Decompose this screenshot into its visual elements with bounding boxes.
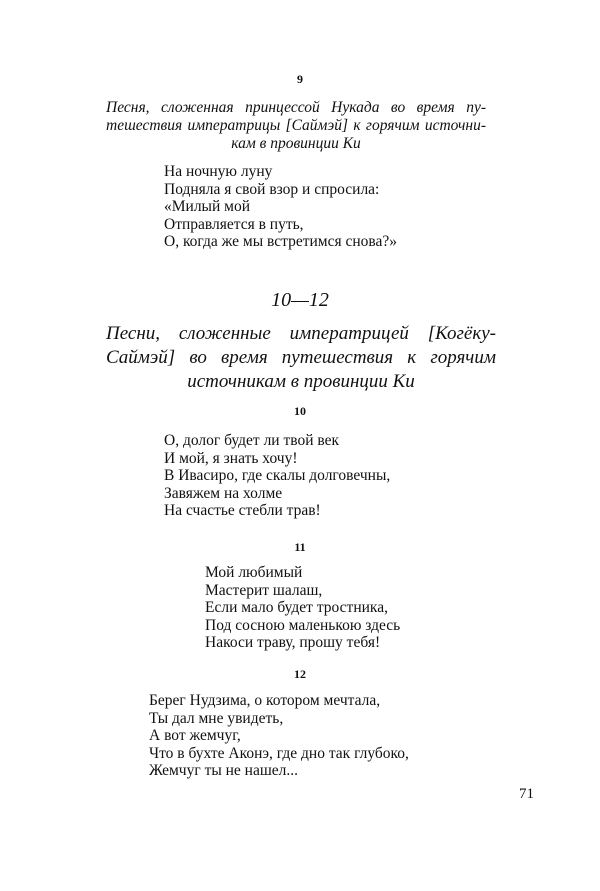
- poem-line: Завяжем на холме: [164, 484, 283, 502]
- poem-line: На ночную луну: [164, 163, 273, 180]
- poem-line: О, долог будет ли твой век: [164, 432, 340, 449]
- poem-line: Мой любимый: [205, 564, 303, 581]
- poem-line: В Ивасиро, где скалы долговечны,: [164, 467, 391, 485]
- poem-9: [164, 163, 397, 251]
- caption-line: Песни, сложенные императрицей [Когёку-: [106, 323, 496, 344]
- poem-line: Что в бухте Аконэ, где дно так глубоко,: [149, 744, 409, 762]
- poem-line: Мастерит шалаш,: [205, 581, 323, 599]
- poem-line: Берег Нудзима, о котором мечтала,: [149, 692, 381, 709]
- poem-number-10: 10: [294, 404, 306, 418]
- poem-line: Если мало будет тростника,: [205, 599, 388, 617]
- caption-line: тешествия императрицы [Саймэй] к горячим источни-: [106, 117, 486, 134]
- poem-10: [164, 432, 390, 520]
- caption-poems-10-12: [106, 322, 496, 394]
- caption-poem-9: [106, 99, 486, 153]
- poem-line: На счастье стебли трав!: [164, 502, 321, 520]
- caption-line: кам в провинции Ки: [231, 135, 361, 152]
- poem-line: А вот жемчуг,: [149, 727, 241, 745]
- poem-number-12: 12: [294, 667, 306, 681]
- poem-number-11: 11: [294, 540, 306, 554]
- poem-number-9: 9: [297, 72, 303, 86]
- caption-line: источникам в провинции Ки: [187, 371, 415, 392]
- poem-line: О, когда же мы встретимся снова?»: [164, 233, 398, 251]
- poem-line: Под сосною маленькою здесь: [205, 616, 401, 634]
- poem-line: И мой, я знать хочу!: [164, 449, 298, 467]
- section-title: 10—12: [271, 289, 329, 311]
- poem-line: Подняла я свой взор и спросила:: [164, 180, 380, 198]
- caption-line: Песня, сложенная принцессой Нукада во время пу-: [106, 99, 486, 116]
- poem-line: Накоси траву, прошу тебя!: [205, 634, 381, 652]
- poem-line: «Милый мой: [164, 198, 250, 216]
- poem-12: [149, 692, 409, 780]
- caption-line: Саймэй] во время путешествия к горячим: [106, 347, 496, 368]
- poem-line: Ты дал мне увидеть,: [149, 709, 284, 727]
- page-number: 71: [519, 786, 534, 802]
- poem-line: Отправляется в путь,: [164, 215, 304, 233]
- poem-line: Жемчуг ты не нашел...: [149, 762, 299, 780]
- poem-11: [205, 564, 400, 652]
